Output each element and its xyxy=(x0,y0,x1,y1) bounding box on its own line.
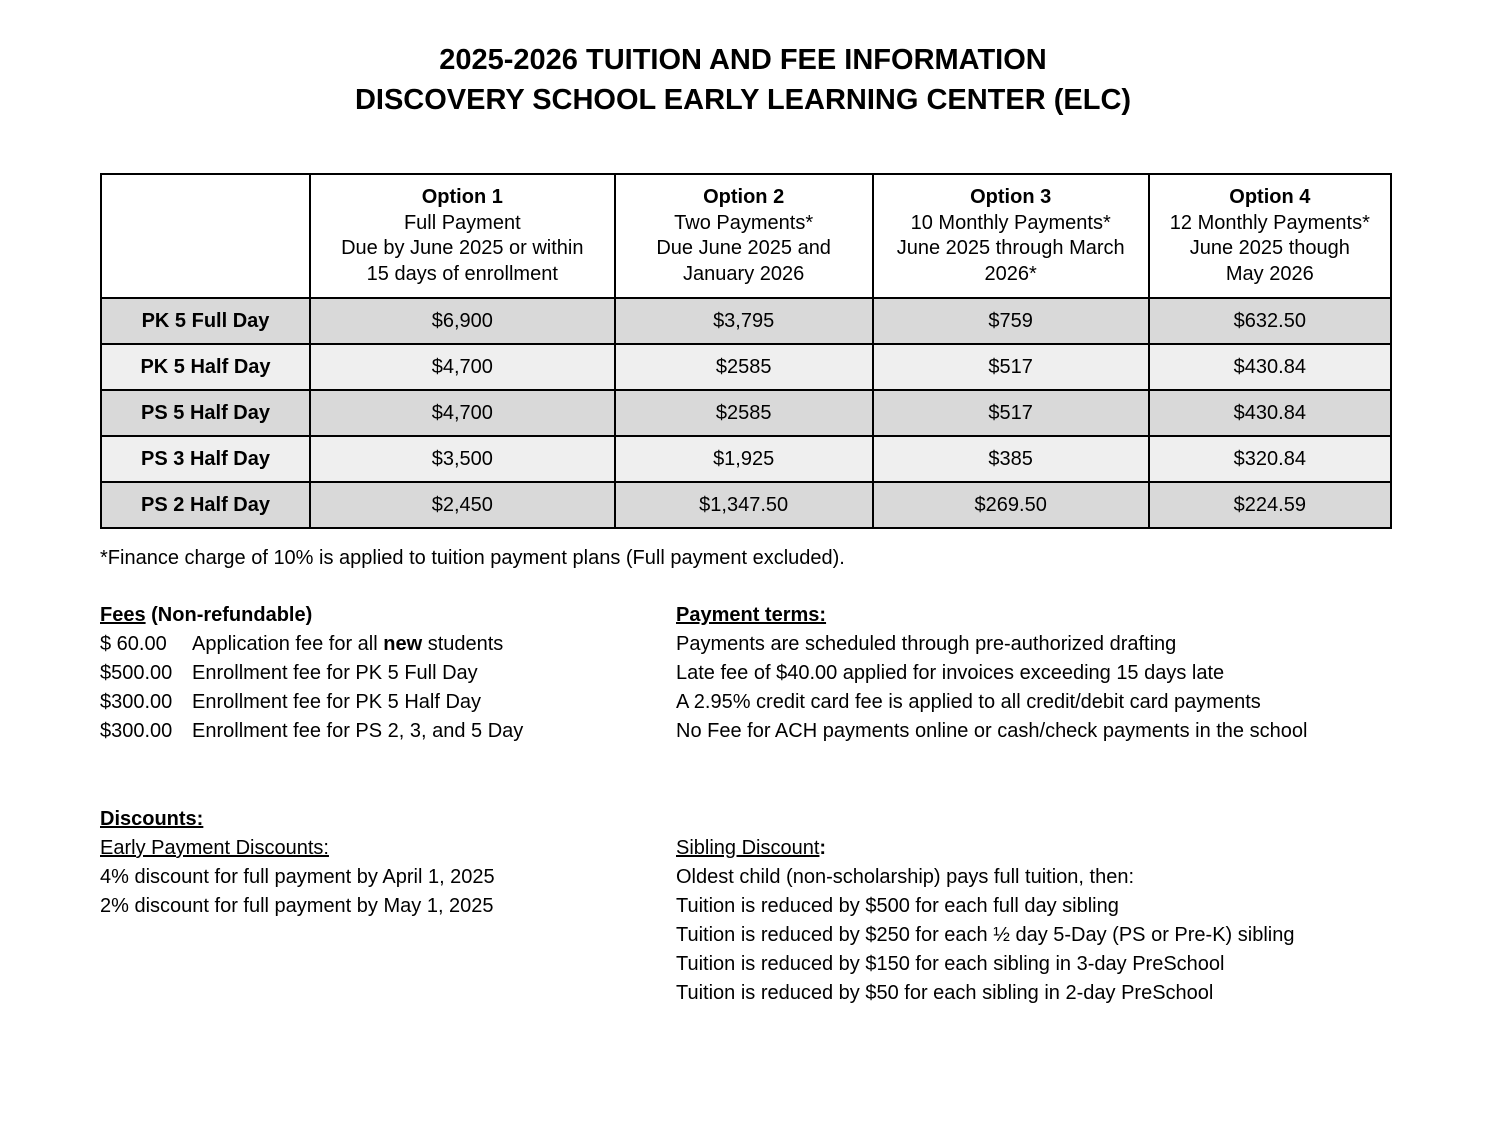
price-cell: $430.84 xyxy=(1149,390,1391,436)
row-label: PS 2 Half Day xyxy=(101,482,310,528)
fees-section xyxy=(100,601,523,746)
payment-term-item: A 2.95% credit card fee is applied to all credit/debit card payments xyxy=(676,691,1261,713)
fee-amount: $300.00 xyxy=(100,691,173,713)
row-label: PS 5 Half Day xyxy=(101,390,310,436)
fee-description: Enrollment fee for PS 2, 3, and 5 Day xyxy=(192,720,524,742)
row-label: PK 5 Half Day xyxy=(101,344,310,390)
payment-term-item: Payments are scheduled through pre-authorized drafting xyxy=(676,633,1177,655)
fees-heading-label: Fees xyxy=(100,604,146,626)
sibling-item: Oldest child (non-scholarship) pays full tuition, then: xyxy=(676,866,1135,888)
fee-description: Enrollment fee for PK 5 Half Day xyxy=(192,691,482,713)
header-empty-cell xyxy=(101,174,310,298)
table-header-row xyxy=(101,174,1391,298)
price-cell: $4,700 xyxy=(310,390,615,436)
price-cell: $3,500 xyxy=(310,436,615,482)
fees-heading-suffix: (Non-refundable) xyxy=(145,604,313,626)
title-line-2: DISCOVERY SCHOOL EARLY LEARNING CENTER (ELC) xyxy=(354,84,1132,116)
table-row xyxy=(101,344,1391,390)
early-discount-item: 2% discount for full payment by May 1, 2025 xyxy=(100,895,494,917)
sibling-heading-label: Sibling Discount xyxy=(676,837,820,859)
fee-item xyxy=(100,659,523,688)
option-line: Due June 2025 and xyxy=(656,237,831,259)
price-cell: $632.50 xyxy=(1149,298,1391,344)
price-cell: $224.59 xyxy=(1149,482,1391,528)
option-line: Due by June 2025 or within xyxy=(341,237,584,259)
fee-item xyxy=(100,717,523,746)
payment-terms-heading: Payment terms: xyxy=(676,604,827,626)
fee-description: Enrollment fee for PK 5 Full Day xyxy=(192,662,478,684)
price-cell: $517 xyxy=(873,390,1149,436)
fee-amount: $300.00 xyxy=(100,720,173,742)
price-cell: $320.84 xyxy=(1149,436,1391,482)
title-line-1: 2025-2026 TUITION AND FEE INFORMATION xyxy=(439,44,1047,76)
price-cell: $1,925 xyxy=(615,436,873,482)
option-line: 12 Monthly Payments* xyxy=(1169,211,1370,234)
header-option-1 xyxy=(310,174,615,298)
price-cell: $4,700 xyxy=(310,344,615,390)
header-option-4 xyxy=(1149,174,1391,298)
option-line: Two Payments* xyxy=(674,211,814,234)
row-label: PK 5 Full Day xyxy=(101,298,310,344)
option-line: January 2026 xyxy=(683,262,805,285)
option-line: 15 days of enrollment xyxy=(366,262,558,285)
payment-terms-section xyxy=(676,601,1307,746)
price-cell: $2585 xyxy=(615,390,873,436)
sibling-item: Tuition is reduced by $150 for each sibling in 3-day PreSchool xyxy=(676,953,1225,975)
price-cell: $269.50 xyxy=(873,482,1149,528)
fee-amount: $ 60.00 xyxy=(100,633,167,655)
header-option-3 xyxy=(873,174,1149,298)
fee-item xyxy=(100,630,523,659)
price-cell: $430.84 xyxy=(1149,344,1391,390)
header-option-2 xyxy=(615,174,873,298)
option-line: 2026* xyxy=(984,262,1037,285)
finance-note: *Finance charge of 10% is applied to tuition payment plans (Full payment excluded). xyxy=(100,547,845,569)
table-row xyxy=(101,390,1391,436)
sibling-discount-section xyxy=(676,834,1294,1008)
discounts-section xyxy=(100,805,495,921)
fee-amount: $500.00 xyxy=(100,662,173,684)
payment-term-item: Late fee of $40.00 applied for invoices exceeding 15 days late xyxy=(676,662,1225,684)
option-line: June 2025 though xyxy=(1189,237,1350,259)
sibling-heading-colon: : xyxy=(819,837,827,859)
price-cell: $517 xyxy=(873,344,1149,390)
early-discount-item: 4% discount for full payment by April 1, 2025 xyxy=(100,866,495,888)
fee-description: Application fee for all xyxy=(192,633,384,655)
discounts-heading: Discounts: xyxy=(100,808,204,830)
table-row xyxy=(101,436,1391,482)
row-label: PS 3 Half Day xyxy=(101,436,310,482)
payment-term-item: No Fee for ACH payments online or cash/check payments in the school xyxy=(676,720,1308,742)
sibling-item: Tuition is reduced by $250 for each ½ day 5-Day (PS or Pre-K) sibling xyxy=(676,924,1295,946)
tuition-table xyxy=(100,173,1392,529)
price-cell: $1,347.50 xyxy=(615,482,873,528)
option-line: Full Payment xyxy=(403,211,521,234)
option-line: June 2025 through March xyxy=(896,237,1125,259)
price-cell: $3,795 xyxy=(615,298,873,344)
price-cell: $2585 xyxy=(615,344,873,390)
sibling-heading xyxy=(676,834,1294,863)
fee-description-emphasis: new xyxy=(383,633,423,655)
table-row xyxy=(101,482,1391,528)
early-payment-heading: Early Payment Discounts: xyxy=(100,837,329,859)
option-name: Option 1 xyxy=(421,186,503,208)
fee-item xyxy=(100,688,523,717)
price-cell: $385 xyxy=(873,436,1149,482)
fees-heading xyxy=(100,601,523,630)
price-cell: $759 xyxy=(873,298,1149,344)
sibling-item: Tuition is reduced by $50 for each sibling in 2-day PreSchool xyxy=(676,982,1214,1004)
option-line: 10 Monthly Payments* xyxy=(910,211,1111,234)
option-line: May 2026 xyxy=(1225,262,1314,285)
sibling-item: Tuition is reduced by $500 for each full day sibling xyxy=(676,895,1119,917)
fee-description-end: students xyxy=(422,633,504,655)
document-title xyxy=(0,40,1486,120)
price-cell: $2,450 xyxy=(310,482,615,528)
option-name: Option 2 xyxy=(703,186,785,208)
option-name: Option 4 xyxy=(1229,186,1311,208)
price-cell: $6,900 xyxy=(310,298,615,344)
option-name: Option 3 xyxy=(970,186,1052,208)
table-row xyxy=(101,298,1391,344)
